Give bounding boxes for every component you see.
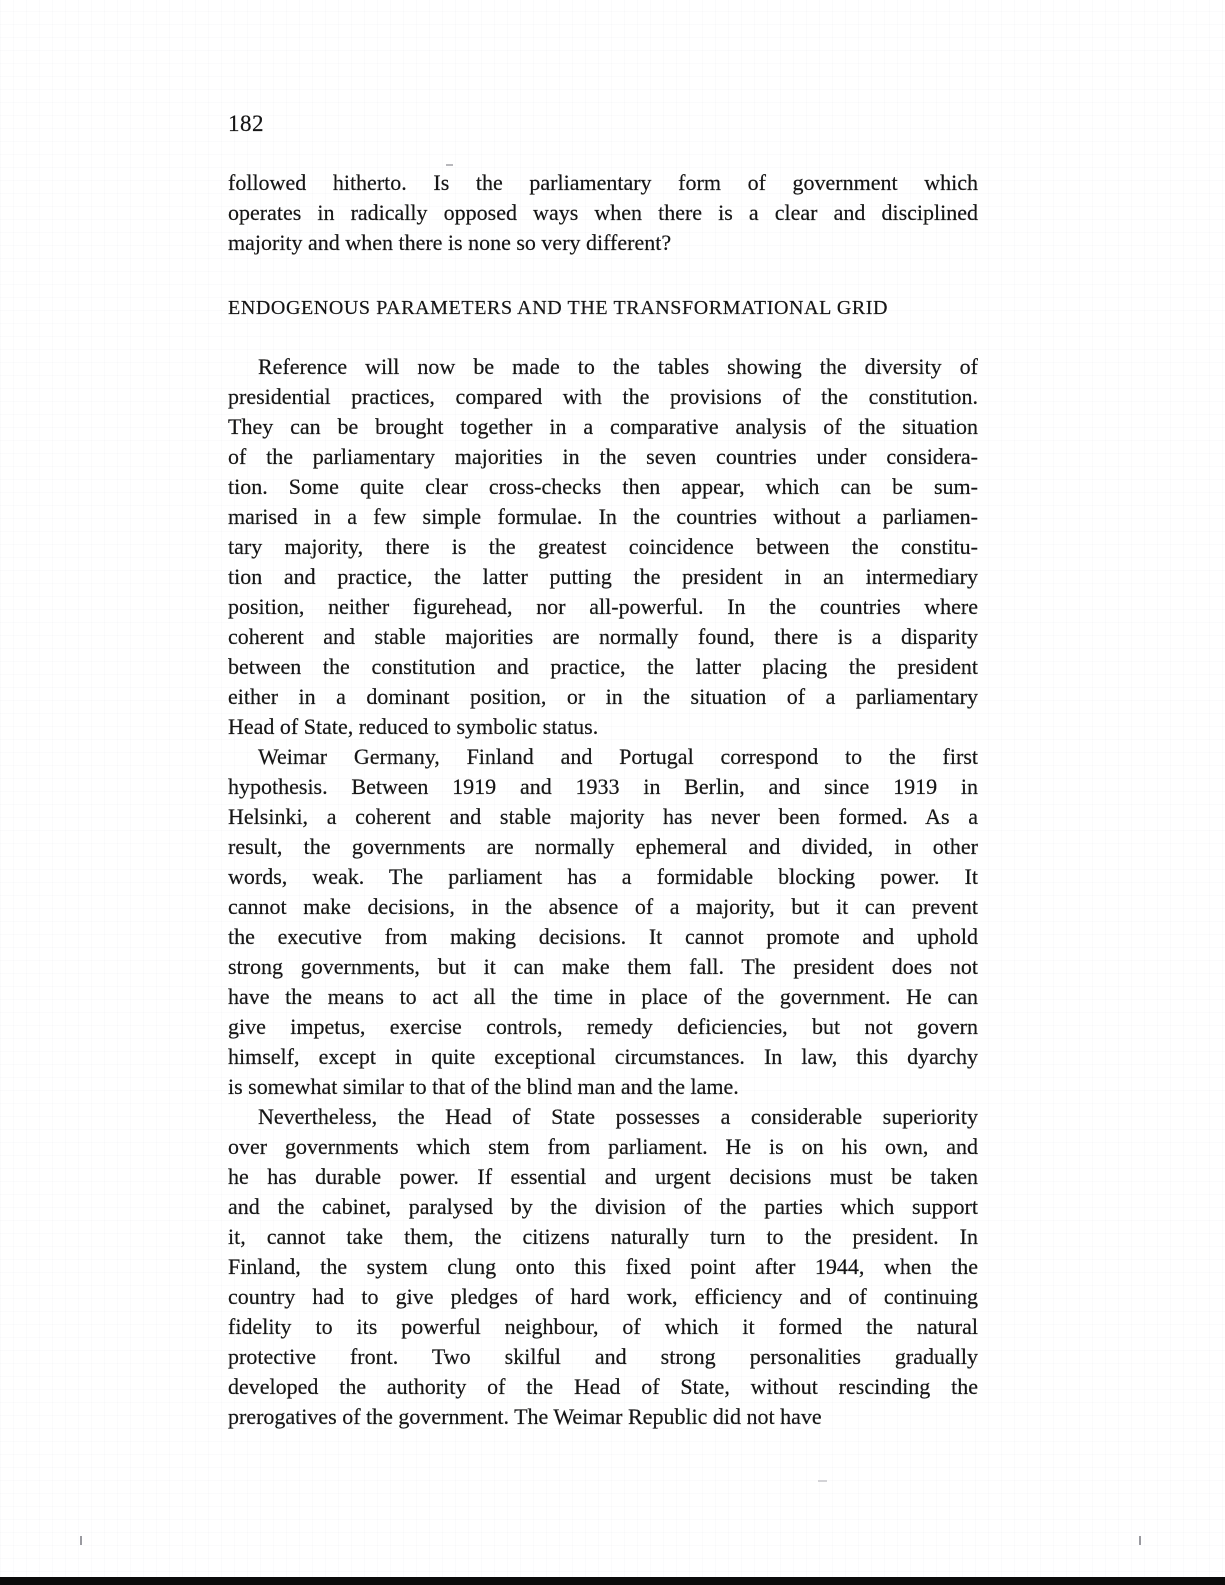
text-line: presidential practices, compared with the provisions of the constitution. xyxy=(228,384,978,409)
text-line: the executive from making decisions. It cannot promote and uphold xyxy=(228,924,978,949)
text-line: operates in radically opposed ways when there is a clear and disciplined xyxy=(228,200,978,225)
body-paragraphs xyxy=(228,352,978,1432)
text-line: position, neither figurehead, nor all-powerful. In the countries where xyxy=(228,594,978,619)
intro-paragraph xyxy=(228,168,978,258)
text-line: developed the authority of the Head of State, without rescinding the xyxy=(228,1374,978,1399)
page-number: 182 xyxy=(228,111,264,136)
text-line: Finland, the system clung onto this fixed point after 1944, when the xyxy=(228,1254,978,1279)
text-line: cannot make decisions, in the absence of a majority, but it can prevent xyxy=(228,894,978,919)
text-line: tion. Some quite clear cross-checks then appear, which can be sum- xyxy=(228,474,978,499)
text-line: majority and when there is none so very different? xyxy=(228,230,672,255)
text-line: Head of State, reduced to symbolic status. xyxy=(228,714,599,739)
text-line: words, weak. The parliament has a formidable blocking power. It xyxy=(228,864,978,889)
text-line: hypothesis. Between 1919 and 1933 in Berlin, and since 1919 in xyxy=(228,774,978,799)
text-line: he has durable power. If essential and urgent decisions must be taken xyxy=(228,1164,978,1189)
paragraph xyxy=(228,352,978,742)
scan-edge-artifact xyxy=(0,1577,1225,1585)
paragraph xyxy=(228,742,978,1102)
text-line: Weimar Germany, Finland and Portugal correspond to the first xyxy=(258,744,978,769)
section-heading: ENDOGENOUS PARAMETERS AND THE TRANSFORMATIONAL GRID xyxy=(228,297,889,319)
text-line: give impetus, exercise controls, remedy deficiencies, but not govern xyxy=(228,1014,978,1039)
text-line: prerogatives of the government. The Weimar Republic did not have xyxy=(228,1404,822,1429)
scan-registration-mark-left xyxy=(80,1536,82,1545)
text-line: and the cabinet, paralysed by the division of the parties which support xyxy=(228,1194,978,1219)
text-line: tary majority, there is the greatest coincidence between the constitu- xyxy=(228,534,978,559)
text-line: marised in a few simple formulae. In the countries without a parliamen- xyxy=(228,504,978,529)
text-line: over governments which stem from parliament. He is on his own, and xyxy=(228,1134,978,1159)
text-line: Helsinki, a coherent and stable majority has never been formed. As a xyxy=(228,804,978,829)
text-line: himself, except in quite exceptional circumstances. In law, this dyarchy xyxy=(228,1044,978,1069)
scan-registration-mark-right xyxy=(1139,1536,1141,1545)
text-line: of the parliamentary majorities in the seven countries under considera- xyxy=(228,444,978,469)
paragraph xyxy=(228,1102,978,1432)
text-line: They can be brought together in a comparative analysis of the situation xyxy=(228,414,978,439)
text-line: is somewhat similar to that of the blind man and the lame. xyxy=(228,1074,739,1099)
text-line: tion and practice, the latter putting the president in an intermediary xyxy=(228,564,978,589)
text-line: protective front. Two skilful and strong personalities gradually xyxy=(228,1344,978,1369)
text-line: it, cannot take them, the citizens naturally turn to the president. In xyxy=(228,1224,978,1249)
text-line: coherent and stable majorities are normally found, there is a disparity xyxy=(228,624,978,649)
text-line: either in a dominant position, or in the situation of a parliamentary xyxy=(228,684,978,709)
text-line: followed hitherto. Is the parliamentary form of government which xyxy=(228,170,978,195)
text-line: Nevertheless, the Head of State possesses a considerable superiority xyxy=(258,1104,978,1129)
text-line: strong governments, but it can make them fall. The president does not xyxy=(228,954,978,979)
text-line: Reference will now be made to the tables showing the diversity of xyxy=(258,354,978,379)
text-line: fidelity to its powerful neighbour, of which it formed the natural xyxy=(228,1314,978,1339)
text-line: have the means to act all the time in place of the government. He can xyxy=(228,984,978,1009)
text-line: result, the governments are normally ephemeral and divided, in other xyxy=(228,834,978,859)
text-line: between the constitution and practice, the latter placing the president xyxy=(228,654,978,679)
scan-speck xyxy=(446,164,453,166)
text-line: country had to give pledges of hard work, efficiency and of continuing xyxy=(228,1284,978,1309)
scan-speck xyxy=(818,1480,827,1482)
